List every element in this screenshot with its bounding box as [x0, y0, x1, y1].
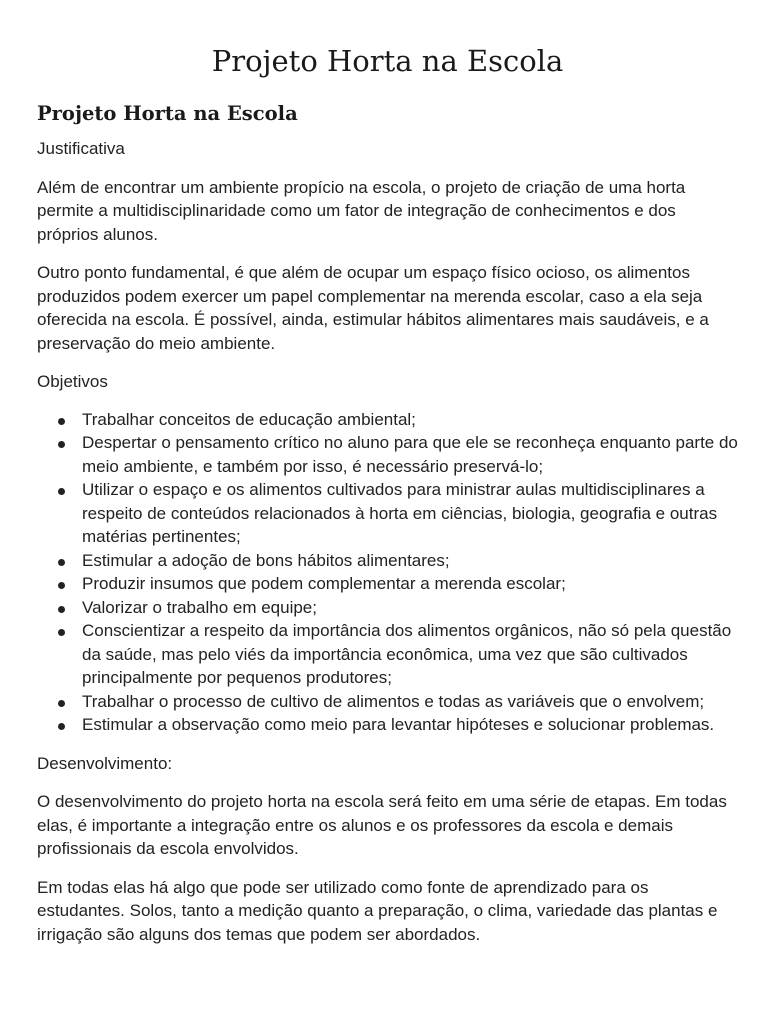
bullet-icon	[58, 582, 65, 589]
list-item-text: Produzir insumos que podem complementar a merenda escolar;	[82, 574, 566, 593]
bullet-icon	[58, 606, 65, 613]
bullet-icon	[58, 559, 65, 566]
list-item	[37, 549, 738, 573]
bullet-icon	[58, 418, 65, 425]
justificativa-label: Justificativa	[37, 139, 125, 158]
document-title: Projeto Horta na Escola	[211, 44, 564, 78]
desenvolvimento-paragraph-1: O desenvolvimento do projeto horta na escola será feito em uma série de etapas. Em todas elas, é importante a integração entre os alunos e os professores da escola e demais profissionais da escola envolvidos.	[37, 792, 727, 858]
list-item	[37, 713, 738, 737]
objetivos-label: Objetivos	[37, 372, 108, 391]
justificativa-paragraph-2: Outro ponto fundamental, é que além de ocupar um espaço físico ocioso, os alimentos produzidos podem exercer um papel complementar na merenda escolar, caso a ela seja oferecida na escola. É possível, ainda, estimular hábitos alimentares mais saudáveis, e a preservação do meio ambiente.	[37, 263, 709, 353]
list-item-text: Estimular a observação como meio para levantar hipóteses e solucionar problemas.	[82, 715, 715, 734]
list-item-text: Utilizar o espaço e os alimentos cultivados para ministrar aulas multidisciplinares a respeito de conteúdos relacionados à horta em ciências, biologia, geografia e outras matérias pertinentes;	[82, 480, 718, 546]
list-item-text: Despertar o pensamento crítico no aluno para que ele se reconheça enquanto parte do meio ambiente, e também por isso, é necessário preservá-lo;	[82, 433, 738, 476]
bullet-icon	[58, 700, 65, 707]
bullet-icon	[58, 723, 65, 730]
list-item	[37, 408, 738, 432]
bullet-icon	[58, 488, 65, 495]
list-item	[37, 690, 738, 714]
bullet-icon	[58, 441, 65, 448]
list-item-text: Valorizar o trabalho em equipe;	[82, 597, 317, 617]
list-item	[37, 596, 738, 620]
list-item-text: Estimular a adoção de bons hábitos alimentares;	[82, 550, 450, 570]
bullet-icon	[58, 629, 65, 636]
list-item	[37, 478, 738, 549]
objetivos-list	[37, 408, 738, 737]
desenvolvimento-label: Desenvolvimento:	[37, 753, 173, 773]
section-heading: Projeto Horta na Escola	[37, 102, 298, 125]
list-item-text: Trabalhar conceitos de educação ambiental;	[82, 409, 416, 429]
list-item	[37, 572, 738, 596]
list-item-text: Trabalhar o processo de cultivo de alimentos e todas as variáveis que o envolvem;	[82, 691, 705, 711]
justificativa-paragraph-1: Além de encontrar um ambiente propício na escola, o projeto de criação de uma horta permite a multidisciplinaridade como um fator de integração de conhecimentos e dos próprios alunos.	[37, 177, 686, 244]
list-item	[37, 619, 738, 690]
list-item	[37, 431, 738, 478]
list-item-text: Conscientizar a respeito da importância dos alimentos orgânicos, não só pela questão da saúde, mas pelo viés da importância econômica, uma vez que são cultivados principalmente por pequenos produtores;	[82, 621, 732, 687]
desenvolvimento-paragraph-2: Em todas elas há algo que pode ser utilizado como fonte de aprendizado para os estudantes. Solos, tanto a medição quanto a preparação, o clima, variedade das plantas e irrigação são alguns dos temas que podem ser abordados.	[37, 877, 718, 944]
